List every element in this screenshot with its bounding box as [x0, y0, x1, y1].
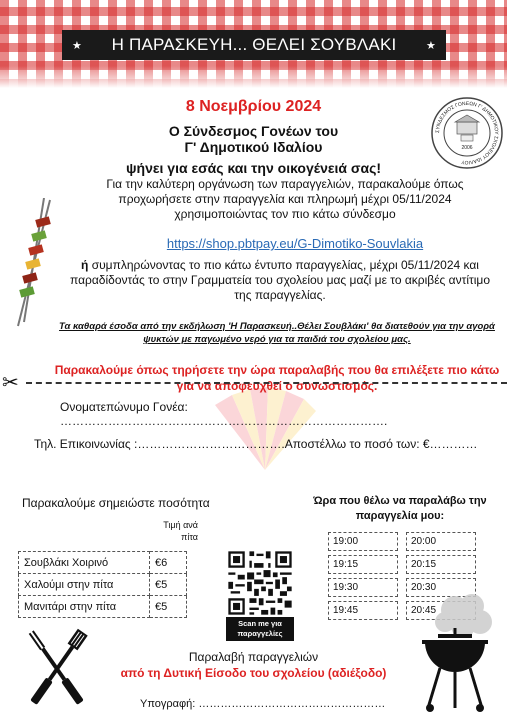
item-name: Χαλούμι στην πίτα [19, 574, 150, 596]
logo-year: 2006 [461, 145, 473, 151]
items-table [18, 551, 187, 618]
qr-label: Scan me για παραγγελίες [226, 617, 294, 641]
association-line-2: Γ' Δημοτικού Ιδαλίου [184, 139, 323, 155]
or-bold: ή [81, 258, 89, 272]
table-row [19, 552, 187, 574]
alternative-paragraph [60, 258, 500, 303]
time-slot[interactable]: 19:30 [328, 578, 398, 597]
star-icon: ★ [72, 40, 83, 52]
time-slot[interactable]: 20:15 [406, 555, 476, 574]
parent-name-field[interactable]: Ονοματεπώνυμο Γονέα: ………………………………………………………………………. [60, 400, 388, 428]
time-slot[interactable]: 20:00 [406, 532, 476, 551]
alternative-text: συμπληρώνοντας το πιο κάτω έντυπο παραγγελίας, μέχρι 05/11/2024 και παραδίδοντάς το στην Γραμματεία του σχολείου μας μαζί με το ακριβές αντίτιμο της παραγγελίας. [69, 258, 490, 302]
signature-field[interactable]: Υπογραφή: …………………………………………… [140, 698, 386, 710]
qr-code-icon[interactable] [226, 549, 294, 617]
cut-line [26, 382, 507, 384]
skewer-icon [14, 198, 54, 328]
table-row [19, 596, 187, 618]
pickup-time-heading: Ώρα που θέλω να παραλάβω την παραγγελία μου: [313, 495, 487, 522]
logo-ring-text: ΣΥΝΔΕΣΜΟΣ ΓΟΝΕΩΝ Γ' ΔΗΜΟΤΙΚΟΥ ΣΧΟΛΕΙΟΥ ΙΔΑΛΙΟΥ [434, 100, 500, 166]
item-name: Μανιτάρι στην πίτα [19, 596, 150, 618]
time-slot[interactable]: 19:00 [328, 532, 398, 551]
tagline: ψήνει για εσάς και την οικογένειά σας! [125, 160, 382, 176]
item-price: €6 [150, 552, 187, 574]
star-icon: ★ [425, 40, 436, 52]
intro-paragraph: Για την καλύτερη οργάνωση των παραγγελιών, παρακαλούμε όπως προχωρήσετε στην παραγγελία και πληρωμή μέχρι 05/11/2024 χρησιμοποιώντας τον πιο κάτω σύνδεσμο [106, 177, 464, 221]
item-price: €5 [150, 574, 187, 596]
banner-title: Η ΠΑΡΑΣΚΕΥΗ... ΘΕΛΕΙ ΣΟΥΒΛΑΚΙ [111, 35, 397, 54]
pickup-location: από τη Δυτική Είσοδο του σχολείου (αδιέξοδο) [120, 666, 387, 680]
order-link[interactable]: https://shop.pbtpay.eu/G-Dimotiko-Souvlakia [166, 236, 424, 251]
quantity-heading: Παρακαλούμε σημειώστε ποσότητα [22, 496, 210, 510]
time-slot[interactable]: 20:30 [406, 578, 476, 597]
proceeds-note: Τα καθαρά έσοδα από την εκδήλωση 'Η Παρασκευή..Θέλει Σουβλάκι' θα διατεθούν για την αγορά ψυκτών με παγωμένο νερό για τα παιδιά του σχολείου μας. [59, 321, 495, 345]
time-slot[interactable]: 19:45 [328, 601, 398, 620]
event-date: 8 Νοεμβρίου 2024 [185, 98, 322, 115]
table-row [328, 532, 476, 551]
price-heading: Τιμή ανά πίτα [163, 520, 198, 542]
time-slot[interactable]: 19:15 [328, 555, 398, 574]
item-price: €5 [150, 596, 187, 618]
school-logo-icon [430, 96, 504, 170]
table-row [328, 555, 476, 574]
item-name: Σουβλάκι Χοιρινό [19, 552, 150, 574]
pickup-time-warning: Παρακαλούμε όπως τηρήσετε την ώρα παραλαβής που θα επιλέξετε πιο κάτω για να αποφευχθεί ο συνωστισμός. [54, 363, 500, 393]
fan-decoration [210, 385, 320, 475]
title-banner [62, 30, 446, 60]
scissors-icon: ✂ [2, 372, 19, 394]
table-row [19, 574, 187, 596]
association-line-1: Ο Σύνδεσμος Γονέων του [168, 123, 339, 139]
phone-amount-field[interactable]: Τηλ. Επικοινωνίας :……………………………….Αποστέλλω το ποσό των: €………… [34, 437, 478, 451]
pickup-line-1: Παραλαβή παραγγελιών [188, 650, 319, 664]
time-slot[interactable]: 20:45 [406, 601, 476, 620]
